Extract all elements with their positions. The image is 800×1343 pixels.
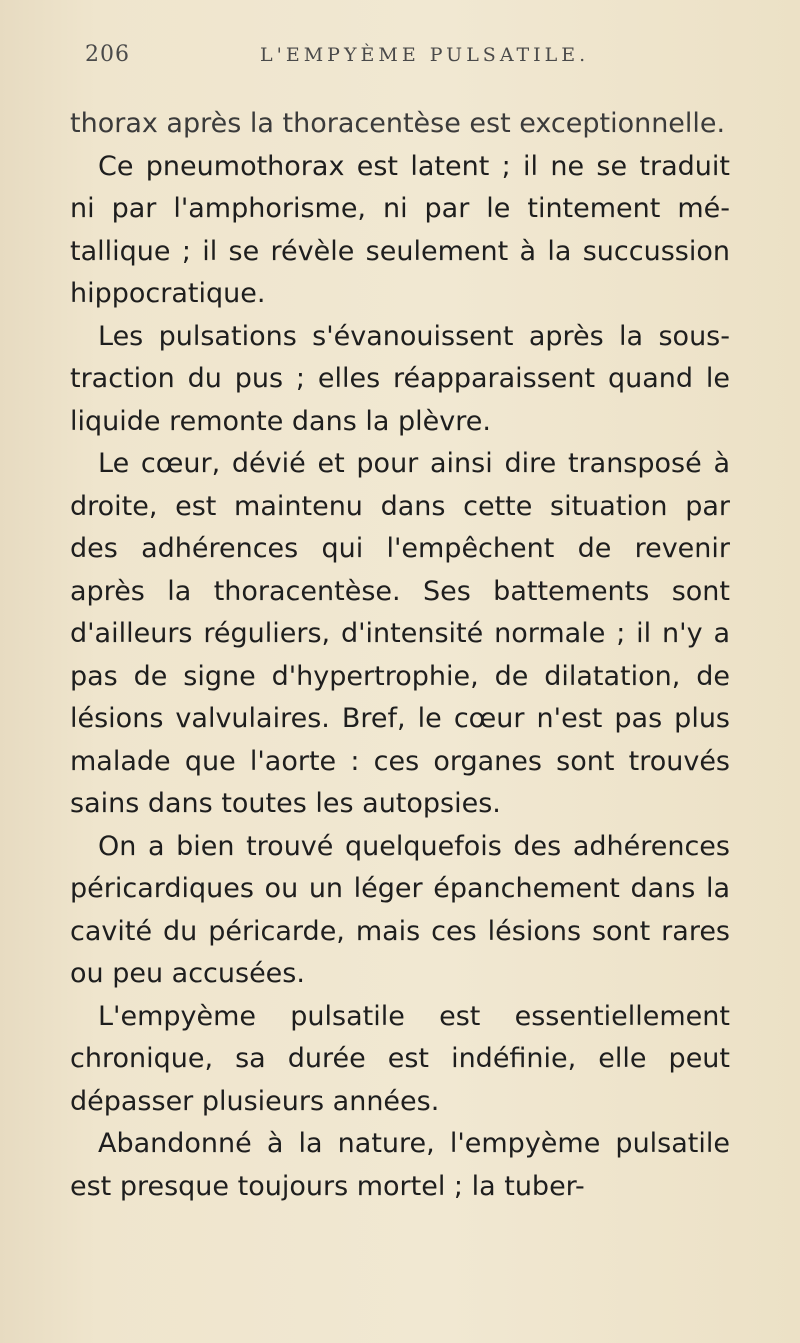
paragraph-heart: Le cœur, dévié et pour ainsi dire transposé à droite, est maintenu dans cette situation par des adhérences qui l'empêchent de revenir après la thoracentèse. Ses battements sont d'ailleurs réguliers, d'intensité normale ; il n'y a pas de signe d'hypertrophie, de dilatation, de lésions valvulaires. Bref, le cœur n'est pas plus malade que l'aorte : ces organes sont trouvés sains dans toutes les autopsies.: [70, 448, 730, 819]
paragraph-continuation: thorax après la thoracentèse est exceptionnelle.: [70, 108, 726, 139]
paragraph-prognosis: Abandonné à la nature, l'empyème pulsatile est presque toujours mortel ; la tuber-: [70, 1128, 730, 1202]
page-header: [60, 42, 760, 86]
paragraph-pulsations: Les pulsations s'évanouissent après la soustraction du pus ; elles réapparaissent quand le liquide remonte dans la plèvre.: [70, 320, 730, 437]
page-number: 206: [85, 42, 130, 67]
paragraph-pericardial-adhesions: On a bien trouvé quelquefois des adhérences péricardiques ou un léger épanchement dans la cavité du péricarde, mais ces lésions sont rares ou peu accusées.: [70, 830, 730, 989]
paragraph-chronic-course: L'empyème pulsatile est essentiellement chronique, sa durée est indéfinie, elle peut dépasser plusieurs années.: [70, 1000, 730, 1117]
running-title: L'EMPYÈME PULSATILE.: [260, 44, 590, 66]
page-body-text: [70, 103, 730, 1208]
paragraph-pneumothorax: Ce pneumothorax est latent ; il ne se traduit ni par l'amphorisme, ni par le tintement métallique ; il se révèle seulement à la succussion hippocratique.: [70, 150, 730, 309]
